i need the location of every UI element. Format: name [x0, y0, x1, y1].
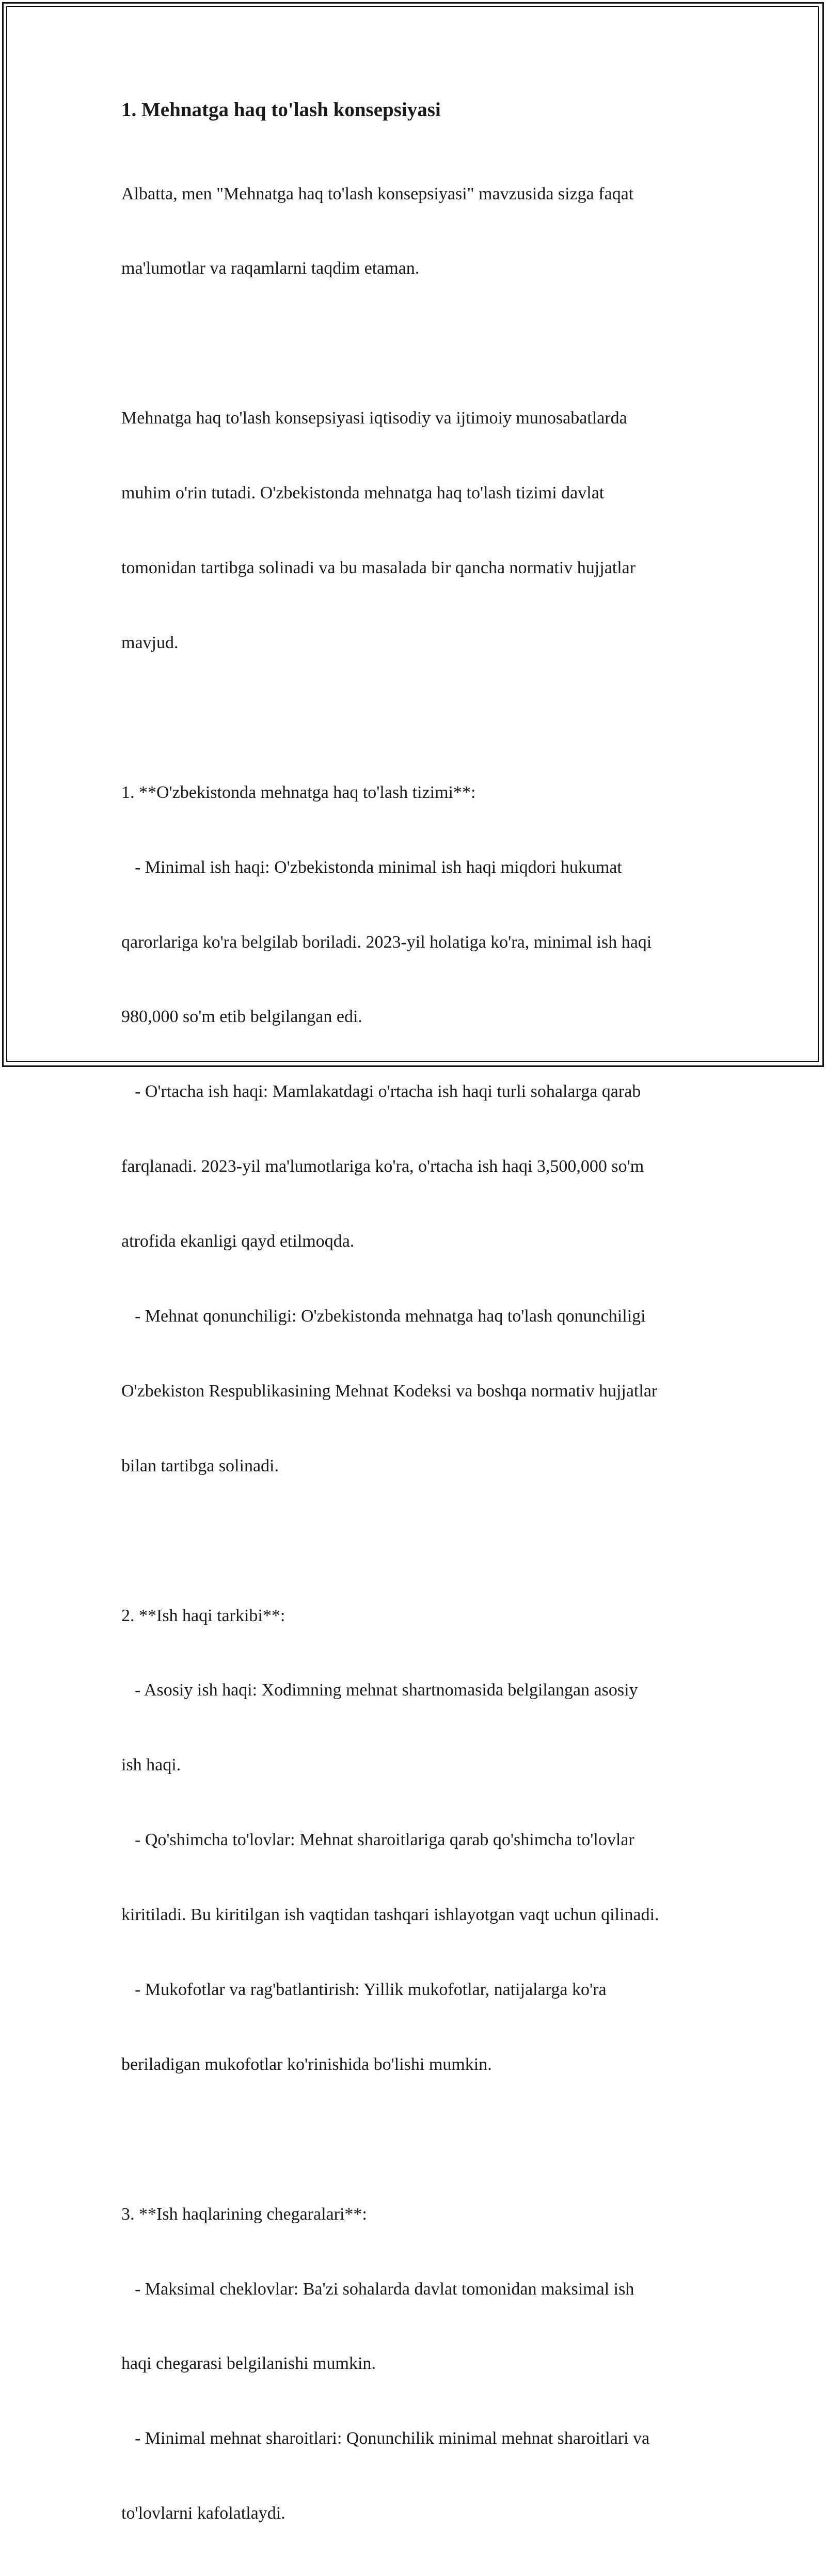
section-2-item-1-line	[121, 1678, 730, 1703]
section-2-heading: 2. **Ish haqi tarkibi**:	[121, 1606, 285, 1625]
section-1-item-2-line: farqlanadi. 2023-yil ma'lumotlariga ko'ra, o'rtacha ish haqi 3,500,000 so'm	[121, 1157, 644, 1176]
section-3-heading: 3. **Ish haqlarining chegaralari**:	[121, 2204, 367, 2224]
section-2-item-1-line: ish haqi.	[121, 1755, 181, 1775]
section-1-item-3-line	[121, 1304, 730, 1329]
intro-line: Albatta, men "Mehnatga haq to'lash konsepsiyasi" mavzusida sizga faqat	[121, 184, 634, 203]
section-1-item-3-line: O'zbekiston Respublikasining Mehnat Kodeksi va boshqa normativ hujjatlar	[121, 1381, 658, 1401]
section-2	[121, 1553, 730, 2127]
section-3	[121, 2152, 730, 2576]
section-1-item-3-line: bilan tartibga solinadi.	[121, 1456, 279, 1475]
section-1-item-1-text: - Minimal ish haqi: O'zbekistonda minimal ish haqi miqdori hukumat	[135, 857, 622, 877]
section-2-item-1-text: - Asosiy ish haqi: Xodimning mehnat shartnomasida belgilangan asosiy	[135, 1680, 638, 1700]
concept-line: mavjud.	[121, 633, 179, 652]
intro-line: ma'lumotlar va raqamlarni taqdim etaman.	[121, 259, 420, 278]
document-title: 1. Mehnatga haq to'lash konsepsiyasi	[121, 99, 441, 121]
concept-paragraph	[121, 356, 730, 705]
section-1-item-3-text: - Mehnat qonunchiligi: O'zbekistonda mehnatga haq to'lash qonunchiligi	[135, 1306, 646, 1326]
section-1-heading: 1. **O'zbekistonda mehnatga haq to'lash tizimi**:	[121, 782, 476, 802]
section-3-item-2-text: - Minimal mehnat sharoitlari: Qonunchilik minimal mehnat sharoitlari va	[135, 2429, 650, 2448]
section-2-item-2-line	[121, 1828, 730, 1852]
intro-paragraph	[121, 132, 730, 331]
concept-line: muhim o'rin tutadi. O'zbekistonda mehnatga haq to'lash tizimi davlat	[121, 483, 605, 503]
section-1-item-2-line	[121, 1079, 730, 1104]
section-3-item-1-line	[121, 2277, 730, 2302]
paragraph-gap	[121, 1529, 730, 1553]
section-2-item-2-text: - Qo'shimcha to'lovlar: Mehnat sharoitlariga qarab qo'shimcha to'lovlar	[135, 1830, 634, 1850]
section-1-item-2-text: - O'rtacha ish haqi: Mamlakatdagi o'rtacha ish haqi turli sohalarga qarab	[135, 1082, 641, 1102]
section-3-item-1-line: haqi chegarasi belgilanishi mumkin.	[121, 2354, 376, 2374]
concept-line: Mehnatga haq to'lash konsepsiyasi iqtisodiy va ijtimoiy munosabatlarda	[121, 409, 627, 428]
section-2-item-3-line	[121, 1977, 730, 2002]
section-1	[121, 730, 730, 1529]
section-1-item-1-line	[121, 855, 730, 880]
section-3-item-1-text: - Maksimal cheklovlar: Ba'zi sohalarda davlat tomonidan maksimal ish	[135, 2279, 634, 2299]
paragraph-gap	[121, 705, 730, 730]
section-2-item-3-text: - Mukofotlar va rag'batlantirish: Yillik mukofotlar, natijalarga ko'ra	[135, 1980, 607, 1999]
document-body	[121, 96, 730, 2576]
section-1-item-1-line: 980,000 so'm etib belgilangan edi.	[121, 1007, 362, 1027]
paragraph-gap	[121, 331, 730, 356]
paragraph-gap	[121, 2127, 730, 2152]
section-3-item-2-line	[121, 2426, 730, 2451]
section-2-item-3-line: beriladigan mukofotlar ko'rinishida bo'lishi mumkin.	[121, 2054, 492, 2074]
section-1-item-2-line: atrofida ekanligi qayd etilmoqda.	[121, 1232, 355, 1251]
section-2-item-2-line: kiritiladi. Bu kiritilgan ish vaqtidan tashqari ishlayotgan vaqt uchun qilinadi.	[121, 1905, 659, 1925]
section-3-item-2-line: to'lovlarni kafolatlaydi.	[121, 2504, 285, 2523]
concept-line: tomonidan tartibga solinadi va bu masalada bir qancha normativ hujjatlar	[121, 558, 636, 578]
section-1-item-1-line: qarorlariga ko'ra belgilab boriladi. 2023-yil holatiga ko'ra, minimal ish haqi	[121, 932, 652, 952]
